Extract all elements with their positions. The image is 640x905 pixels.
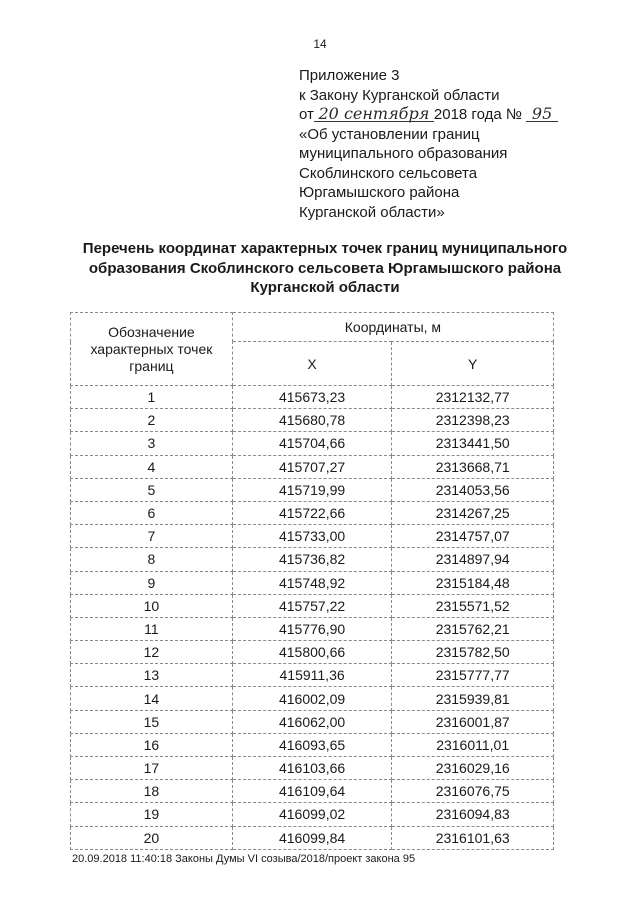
point-number-cell: 8 [71,548,233,571]
point-number-cell: 10 [71,594,233,617]
point-number-cell: 13 [71,664,233,687]
table-row [71,641,554,664]
point-number-cell: 11 [71,617,233,640]
y-coordinate-cell: 2316094,83 [392,803,554,826]
date-suffix: 2018 года № [433,106,522,123]
point-number-cell: 2 [71,409,233,432]
table-row [71,710,554,733]
y-coordinate-cell: 2316029,16 [392,757,554,780]
y-coordinate-cell: 2316101,63 [392,826,554,849]
y-coordinate-cell: 2312132,77 [392,386,554,409]
header-x: X [232,342,392,386]
x-coordinate-cell: 415733,00 [232,525,392,548]
appendix-law-ref: к Закону Курганской области [299,86,500,104]
point-number-cell: 17 [71,757,233,780]
law-title-line-4: Юргамышского района [299,184,460,201]
header-point-label: Обозначение характерных точек границ [71,313,233,386]
y-coordinate-cell: 2316076,75 [392,780,554,803]
header-y: Y [392,342,554,386]
point-number-cell: 14 [71,687,233,710]
x-coordinate-cell: 416103,66 [232,757,392,780]
coordinates-table [70,312,554,850]
x-coordinate-cell: 415748,92 [232,571,392,594]
table-row [71,478,554,501]
handwritten-law-number: 95 [526,106,558,122]
point-number-cell: 15 [71,710,233,733]
y-coordinate-cell: 2313668,71 [392,455,554,478]
x-coordinate-cell: 415757,22 [232,594,392,617]
table-row [71,664,554,687]
x-coordinate-cell: 416093,65 [232,733,392,756]
table-row [71,780,554,803]
table-row [71,826,554,849]
appendix-date-line [299,105,558,125]
y-coordinate-cell: 2315939,81 [392,687,554,710]
x-coordinate-cell: 415776,90 [232,617,392,640]
table-row [71,525,554,548]
table-row [71,733,554,756]
handwritten-date: 20 сентября [314,106,434,122]
y-coordinate-cell: 2314897,94 [392,548,554,571]
law-title-line-5: Курганской области» [299,203,445,221]
x-coordinate-cell: 415704,66 [232,432,392,455]
table-row [71,594,554,617]
table-row [71,803,554,826]
x-coordinate-cell: 415707,27 [232,455,392,478]
y-coordinate-cell: 2315782,50 [392,641,554,664]
table-row [71,455,554,478]
table-row [71,548,554,571]
x-coordinate-cell: 415800,66 [232,641,392,664]
table-row [71,617,554,640]
point-number-cell: 3 [71,432,233,455]
y-coordinate-cell: 2314267,25 [392,501,554,524]
point-number-cell: 9 [71,571,233,594]
point-number-cell: 4 [71,455,233,478]
x-coordinate-cell: 416109,64 [232,780,392,803]
table-row [71,501,554,524]
header-coordinates: Координаты, м [232,313,553,342]
y-coordinate-cell: 2316011,01 [392,733,554,756]
y-coordinate-cell: 2313441,50 [392,432,554,455]
point-number-cell: 1 [71,386,233,409]
y-coordinate-cell: 2315777,77 [392,664,554,687]
y-coordinate-cell: 2314053,56 [392,478,554,501]
document-heading: Перечень координат характерных точек границ муниципального образования Скоблинского сельсовета Юргамышского района Курганской области [82,240,568,296]
x-coordinate-cell: 416062,00 [232,710,392,733]
law-title-line-1: «Об установлении границ [299,125,480,143]
x-coordinate-cell: 416099,02 [232,803,392,826]
appendix-block [299,66,558,222]
y-coordinate-cell: 2312398,23 [392,409,554,432]
point-number-cell: 20 [71,826,233,849]
law-title-line-2: муниципального образования [299,145,508,162]
page-number: 14 [313,37,327,51]
x-coordinate-cell: 415680,78 [232,409,392,432]
point-number-cell: 6 [71,501,233,524]
date-prefix: от [299,106,314,123]
x-coordinate-cell: 415911,36 [232,664,392,687]
y-coordinate-cell: 2316001,87 [392,710,554,733]
law-title-line-3: Скоблинского сельсовета [299,164,478,182]
point-number-cell: 18 [71,780,233,803]
footer-path: 20.09.2018 11:40:18 Законы Думы VI созыва/2018/проект закона 95 [72,853,416,865]
y-coordinate-cell: 2315184,48 [392,571,554,594]
point-number-cell: 7 [71,525,233,548]
table-row [71,386,554,409]
point-number-cell: 12 [71,641,233,664]
table-row [71,687,554,710]
table-row [71,757,554,780]
y-coordinate-cell: 2315762,21 [392,617,554,640]
point-number-cell: 5 [71,478,233,501]
x-coordinate-cell: 416099,84 [232,826,392,849]
table-row [71,409,554,432]
table-row [71,571,554,594]
appendix-title: Приложение 3 [299,67,400,84]
y-coordinate-cell: 2314757,07 [392,525,554,548]
y-coordinate-cell: 2315571,52 [392,594,554,617]
x-coordinate-cell: 415673,23 [232,386,392,409]
point-number-cell: 16 [71,733,233,756]
x-coordinate-cell: 415736,82 [232,548,392,571]
x-coordinate-cell: 416002,09 [232,687,392,710]
x-coordinate-cell: 415719,99 [232,478,392,501]
table-body [71,386,554,850]
point-number-cell: 19 [71,803,233,826]
table-row [71,432,554,455]
x-coordinate-cell: 415722,66 [232,501,392,524]
